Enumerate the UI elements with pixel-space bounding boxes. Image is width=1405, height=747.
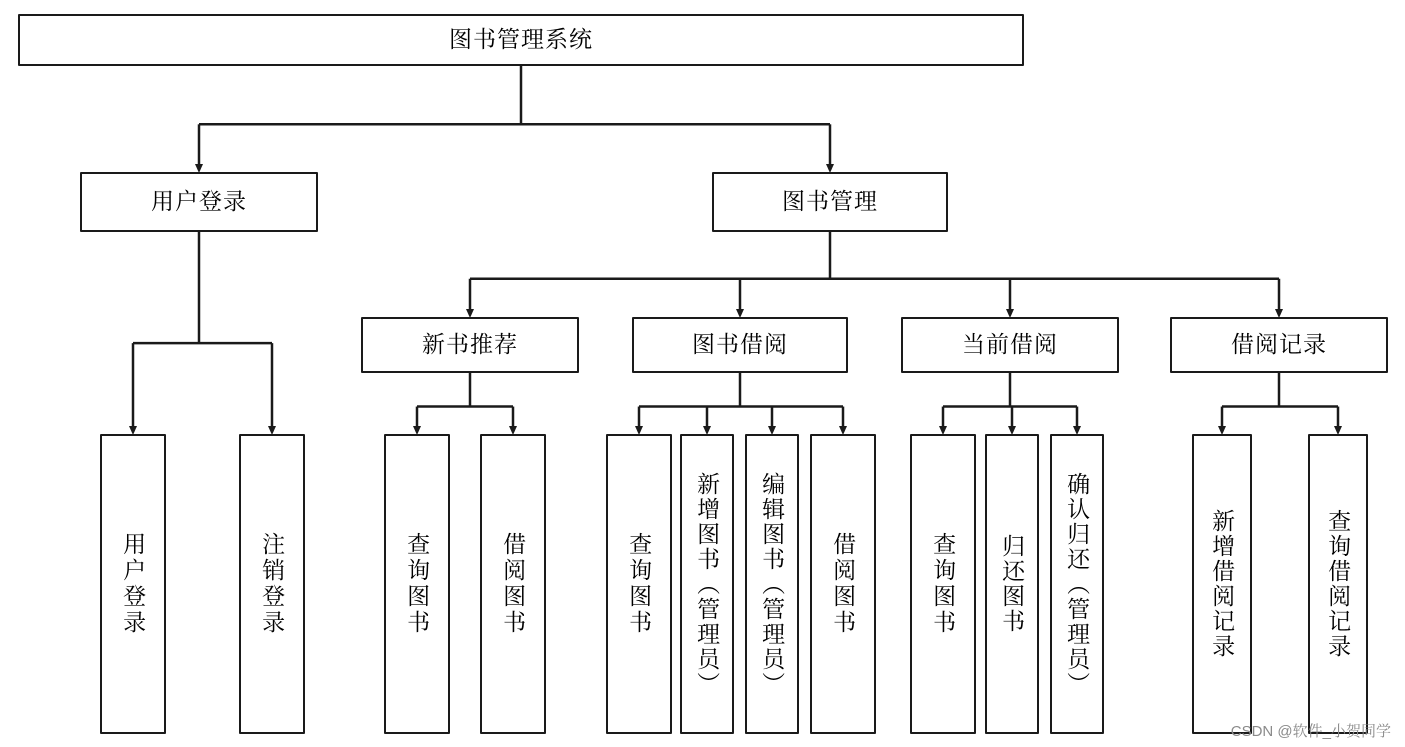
node-label: 新增借阅记录 <box>1209 509 1236 659</box>
node-label: 借阅图书 <box>500 532 527 636</box>
node-label: 借阅图书 <box>830 532 857 636</box>
node-book-borrow[interactable] <box>632 317 848 373</box>
node-label: 查询图书 <box>626 532 653 636</box>
node-leaf-confirm-return-admin[interactable] <box>1050 434 1104 734</box>
node-label: 图书借阅 <box>692 331 788 358</box>
node-label: 确认归还（管理员） <box>1064 471 1091 697</box>
node-leaf-query-book-new[interactable] <box>384 434 450 734</box>
node-root[interactable] <box>18 14 1024 66</box>
node-leaf-logout[interactable] <box>239 434 305 734</box>
node-current-borrow[interactable] <box>901 317 1119 373</box>
node-leaf-edit-book-admin[interactable] <box>745 434 799 734</box>
node-label: 编辑图书（管理员） <box>759 471 786 697</box>
node-leaf-return-book[interactable] <box>985 434 1039 734</box>
node-leaf-user-login[interactable] <box>100 434 166 734</box>
node-label: 查询图书 <box>930 532 957 636</box>
node-label: 新增图书（管理员） <box>694 471 721 697</box>
node-label: 借阅记录 <box>1231 331 1327 358</box>
watermark: CSDN @软件_小贺同学 <box>1230 723 1391 740</box>
node-label: 当前借阅 <box>962 331 1058 358</box>
node-user-login[interactable] <box>80 172 318 232</box>
node-label: 归还图书 <box>999 534 1026 634</box>
node-new-book-recommend[interactable] <box>361 317 579 373</box>
node-label: 查询图书 <box>404 532 431 636</box>
node-leaf-borrow-book[interactable] <box>810 434 876 734</box>
node-book-management[interactable] <box>712 172 948 232</box>
node-leaf-add-book-admin[interactable] <box>680 434 734 734</box>
node-label: 图书管理 <box>782 188 878 215</box>
node-label: 图书管理系统 <box>449 26 593 53</box>
node-label: 新书推荐 <box>422 331 518 358</box>
node-label: 用户登录 <box>120 532 147 636</box>
node-leaf-add-borrow-record[interactable] <box>1192 434 1252 734</box>
node-label: 用户登录 <box>151 188 247 215</box>
node-leaf-query-book-borrow[interactable] <box>606 434 672 734</box>
node-leaf-query-book-current[interactable] <box>910 434 976 734</box>
node-leaf-borrow-book-new[interactable] <box>480 434 546 734</box>
node-borrow-records[interactable] <box>1170 317 1388 373</box>
node-leaf-query-borrow-record[interactable] <box>1308 434 1368 734</box>
node-label: 查询借阅记录 <box>1325 509 1352 659</box>
node-label: 注销登录 <box>259 532 286 636</box>
